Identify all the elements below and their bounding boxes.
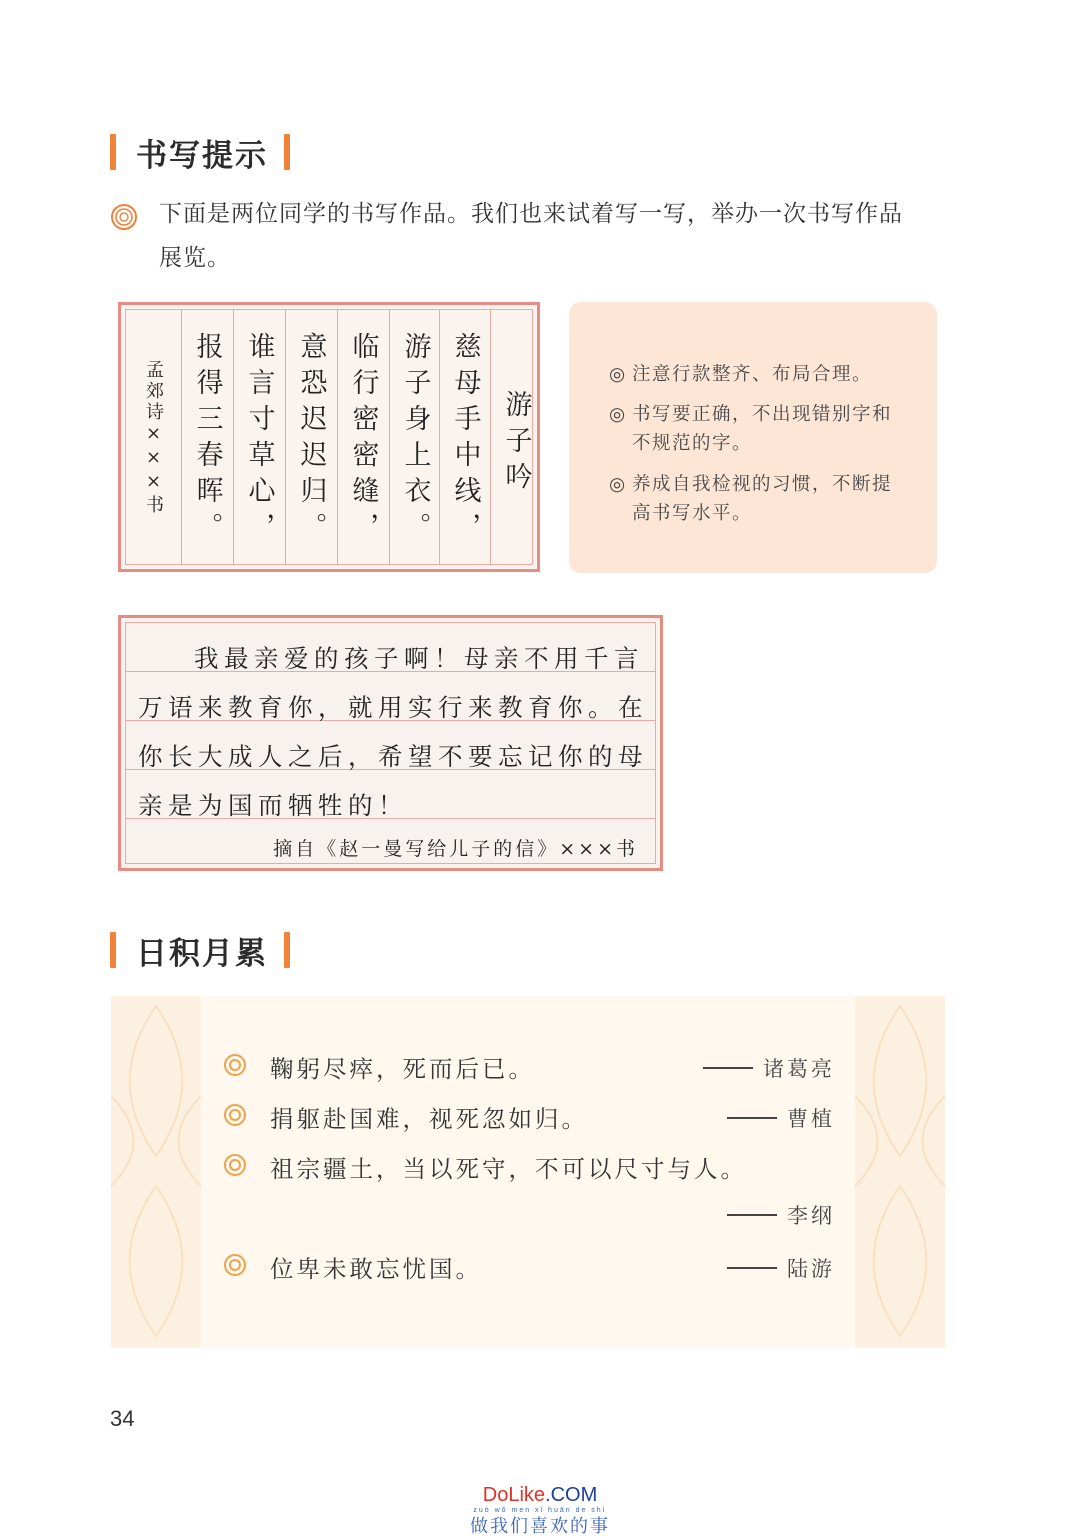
letter-calligraphy-sheet: [118, 615, 663, 871]
letter-line-3: 你长大成人之后，希望不要忘记你的母: [138, 742, 648, 771]
title-bar-left: [110, 932, 116, 968]
writing-tips-card: [569, 302, 937, 573]
watermark-pinyin: zuò wǒ men xǐ huān de shì: [473, 1507, 607, 1514]
double-circle-bullet-icon: [223, 1103, 247, 1127]
spiral-bullet-icon: [110, 203, 138, 231]
ornament-pattern-right: [855, 996, 945, 1348]
poem-credit: 孟郊诗×××书: [143, 360, 164, 516]
watermark-brand: DoLike.COM: [482, 1484, 598, 1506]
double-circle-bullet-icon: [223, 1153, 247, 1177]
poem-column-1: 慈母手中线，: [439, 310, 490, 564]
quotes-panel: [111, 996, 945, 1348]
poem-title-column: 游子吟: [490, 310, 541, 564]
quote-text: 祖宗疆土，当以死守，不可以尺寸与人。: [270, 1155, 747, 1183]
letter-line-1: 我最亲爱的孩子啊！母亲不用千言: [194, 644, 644, 673]
watermark-logo: [440, 1484, 640, 1538]
poem-column-2: 游子身上衣。: [389, 310, 440, 564]
section-title-daily-accumulation: [110, 930, 290, 970]
title-bar-right: [284, 134, 290, 170]
letter-line-4: 亲是为国而牺牲的！: [138, 791, 408, 820]
double-circle-bullet-icon: [223, 1053, 247, 1077]
tip-item: ◎ 书写要正确，不出现错别字和不规范的字。: [609, 404, 893, 454]
section-title-writing-tips: [110, 132, 290, 172]
quote-text: 位卑未敢忘忧国。: [270, 1255, 482, 1283]
letter-source: 摘自《赵一曼写给儿子的信》×××书: [273, 838, 638, 860]
poem-column-6: 报得三春晖。: [181, 310, 232, 564]
poem-calligraphy-sheet: [118, 302, 540, 572]
poem-column-4: 意恐迟迟归。: [285, 310, 336, 564]
title-bar-right: [284, 932, 290, 968]
quote-text: 鞠躬尽瘁，死而后已。: [270, 1055, 535, 1083]
quote-author: 陆游: [727, 1253, 835, 1283]
section-title-text: 日积月累: [136, 935, 268, 972]
watermark-slogan: 做我们喜欢的事: [470, 1516, 610, 1536]
quote-author: 曹植: [727, 1103, 835, 1133]
title-bar-left: [110, 134, 116, 170]
poem-column-3: 临行密密缝，: [337, 310, 388, 564]
quote-author: 李纲: [727, 1200, 835, 1230]
quote-text: 捐躯赴国难，视死忽如归。: [270, 1105, 588, 1133]
double-circle-bullet-icon: [223, 1253, 247, 1277]
intro-line-2: 展览。: [159, 245, 231, 271]
poem-column-5: 谁言寸草心，: [233, 310, 284, 564]
letter-line-2: 万语来教育你，就用实行来教育你。在: [138, 693, 648, 722]
section-title-text: 书写提示: [136, 137, 268, 174]
intro-line-1: 下面是两位同学的书写作品。我们也来试着写一写，举办一次书写作品: [159, 201, 903, 227]
tip-item: ◎ 注意行款整齐、布局合理。: [609, 364, 873, 385]
ornament-pattern-left: [111, 996, 201, 1348]
tip-item: ◎ 养成自我检视的习惯，不断提高书写水平。: [609, 474, 893, 524]
quote-author: 诸葛亮: [703, 1053, 835, 1083]
page-number: 34: [110, 1406, 135, 1431]
